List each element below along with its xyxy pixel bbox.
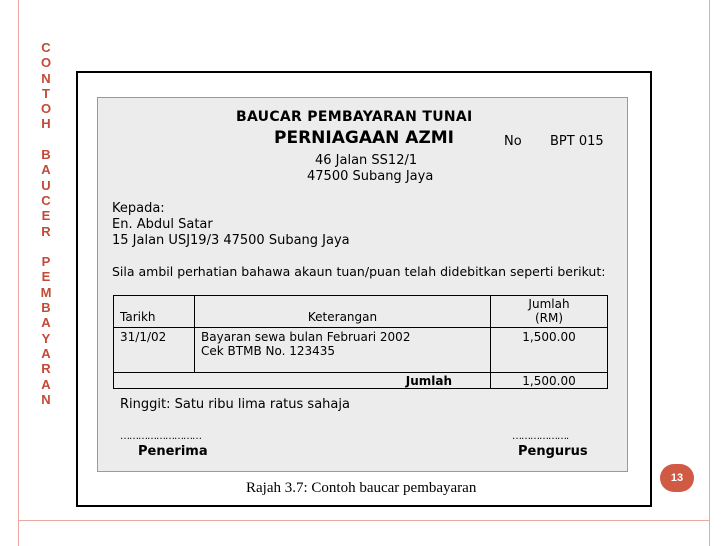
voucher-no-label: No: [504, 134, 522, 149]
voucher-title: BAUCAR PEMBAYARAN TUNAI: [236, 109, 473, 125]
address-line-1: 46 Jalan SS12/1: [315, 153, 418, 168]
vertical-title-letter: A: [41, 315, 51, 331]
table-row: [114, 328, 608, 373]
recipient-address: 15 Jalan USJ19/3 47500 Subang Jaya: [112, 233, 350, 248]
vertical-slide-title: [36, 40, 56, 407]
amount-in-words: Ringgit: Satu ribu lima ratus sahaja: [120, 397, 350, 412]
manager-signature-line: ……………….: [512, 431, 569, 442]
row-amount: 1,500.00: [491, 328, 608, 373]
vertical-title-letter: E: [41, 208, 51, 224]
recipient-signature-line: ………………………: [120, 431, 201, 442]
table-total-row: [114, 373, 608, 389]
vertical-title-letter: C: [41, 192, 51, 208]
recipient-name: En. Abdul Satar: [112, 217, 213, 232]
debit-notice: Sila ambil perhatian bahawa akaun tuan/puan telah didebitkan seperti berikut:: [112, 264, 606, 279]
vertical-title-letter: A: [41, 376, 51, 392]
row-description-line-1: Bayaran sewa bulan Februari 2002: [201, 330, 411, 344]
slide-border-left: [18, 0, 19, 546]
header-amount: Jumlah (RM): [491, 296, 608, 328]
total-label: Jumlah: [114, 373, 491, 389]
business-name: PERNIAGAAN AZMI: [274, 128, 455, 148]
vertical-title-letter: Y: [41, 330, 51, 346]
vertical-title-letter: N: [41, 391, 51, 407]
vertical-title-gap: [36, 239, 56, 254]
header-date: Tarikh: [114, 296, 195, 328]
header-description: Keterangan: [195, 296, 491, 328]
recipient-signature-label: Penerima: [138, 444, 208, 459]
row-description: [195, 328, 491, 373]
vertical-title-letter: O: [40, 101, 52, 117]
recipient-label: Kepada:: [112, 201, 165, 216]
vertical-title-letter: P: [41, 254, 51, 270]
vertical-title-letter: H: [41, 116, 51, 132]
vertical-title-letter: E: [41, 269, 51, 285]
page-number-badge: 13: [660, 464, 694, 492]
vertical-title-letter: R: [41, 361, 51, 377]
vertical-title-letter: B: [41, 147, 51, 163]
voucher-table: [113, 295, 608, 389]
vertical-title-letter: M: [40, 284, 52, 300]
vertical-title-letter: N: [41, 70, 51, 86]
vertical-title-letter: R: [41, 223, 51, 239]
slide-border-right: [709, 0, 710, 546]
vertical-title-letter: C: [41, 40, 51, 55]
row-date: 31/1/02: [114, 328, 195, 373]
vertical-title-letter: A: [41, 345, 51, 361]
row-description-line-2: Cek BTMB No. 123435: [201, 344, 336, 358]
vertical-title-gap: [36, 132, 56, 147]
table-header-row: [114, 296, 608, 328]
voucher-no-value: BPT 015: [550, 134, 604, 149]
payment-voucher: [97, 97, 628, 472]
vertical-title-letter: T: [42, 85, 50, 101]
figure-caption: Rajah 3.7: Contoh baucar pembayaran: [246, 480, 477, 496]
slide-border-bottom: [18, 520, 710, 521]
vertical-title-letter: B: [41, 300, 51, 316]
vertical-title-letter: A: [41, 162, 51, 178]
address-line-2: 47500 Subang Jaya: [307, 169, 434, 184]
vertical-title-letter: O: [40, 55, 52, 71]
vertical-title-letter: U: [41, 177, 51, 193]
manager-signature-label: Pengurus: [518, 444, 588, 459]
total-amount: 1,500.00: [491, 373, 608, 389]
